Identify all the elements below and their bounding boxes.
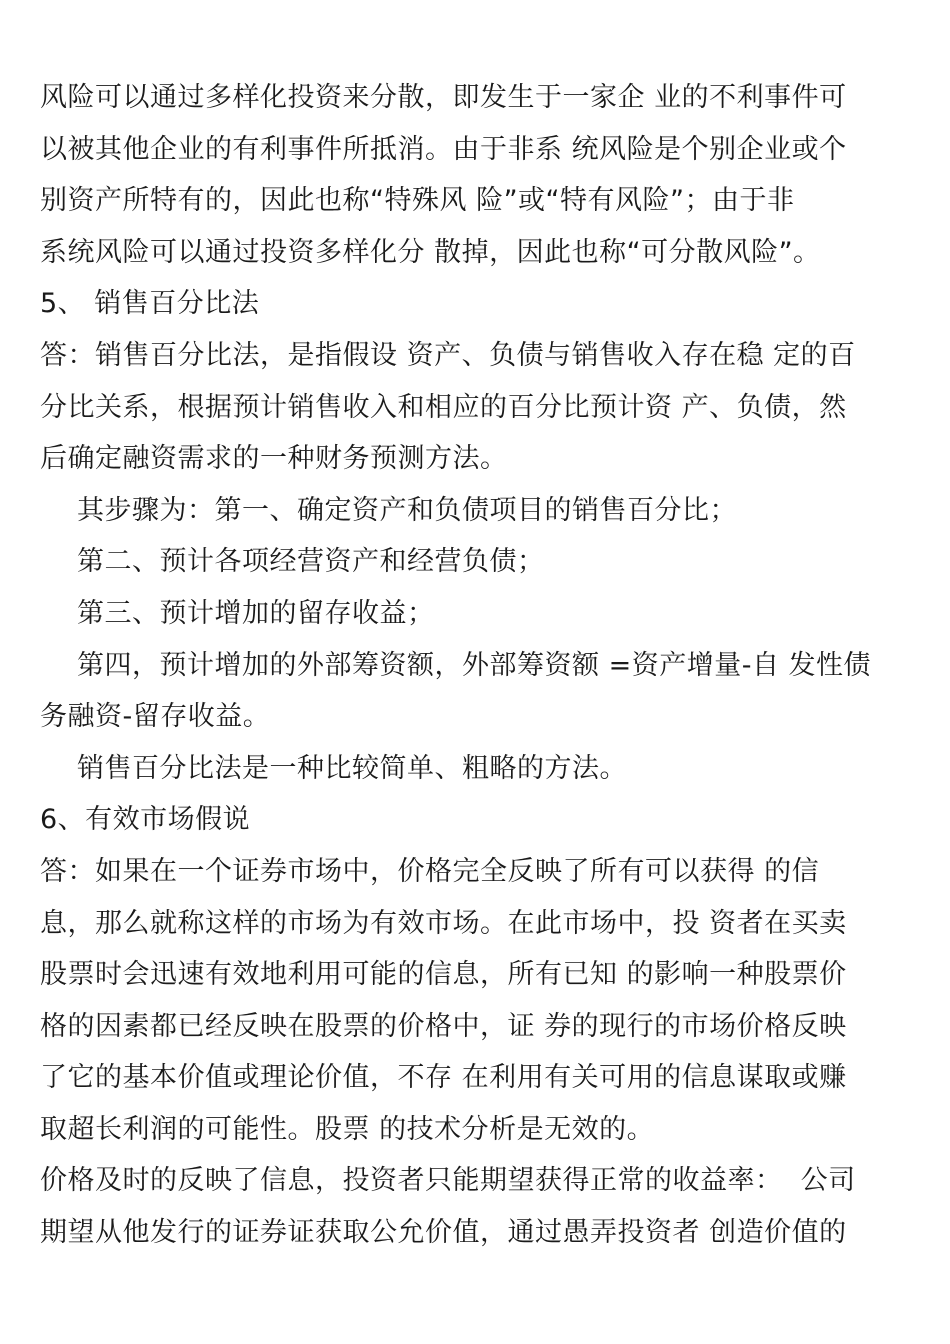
text-body — [40, 72, 920, 1259]
text-line: 答：销售百分比法，是指假设 资产、负债与销售收入存在稳 定的百 — [40, 339, 856, 371]
text-line: 股票时会迅速有效地利用可能的信息，所有已知 的影响一种股票价 — [40, 959, 847, 991]
text-line: 分比关系，根据预计销售收入和相应的百分比预计资 产、负债，然 — [40, 391, 847, 423]
text-line: 销售百分比法是一种比较简单、粗略的方法。 — [77, 752, 627, 784]
text-line: 取超长利润的可能性。股票 的技术分析是无效的。 — [40, 1113, 655, 1145]
text-line: 价格及时的反映了信息，投资者只能期望获得正常的收益率： 公司 — [40, 1165, 856, 1197]
text-line: 第三、预计增加的留存收益； — [77, 597, 435, 629]
section-heading: 5、 销售百分比法 — [40, 288, 260, 320]
text-line: 期望从他发行的证券证获取公允价值，通过愚弄投资者 创造价值的 — [40, 1217, 847, 1249]
text-line: 答：如果在一个证券市场中，价格完全反映了所有可以获得 的信 — [40, 855, 820, 887]
text-line: 系统风险可以通过投资多样化分 散掉，因此也称“可分散风险”。 — [40, 236, 821, 268]
section-heading: 6、有效市场假说 — [40, 804, 251, 836]
text-line: 第二、预计各项经营资产和经营负债； — [77, 546, 545, 578]
text-line: 后确定融资需求的一种财务预测方法。 — [40, 443, 508, 475]
text-line: 以被其他企业的有利事件所抵消。由于非系 统风险是个别企业或个 — [40, 133, 847, 165]
text-line: 别资产所特有的，因此也称“特殊风 险”或“特有风险”；由于非 — [40, 185, 795, 217]
text-line: 务融资-留存收益。 — [40, 701, 271, 733]
text-line: 第四，预计增加的外部筹资额，外部筹资额 =资产增量-自 发性债 — [77, 649, 872, 681]
text-line: 其步骤为：第一、确定资产和负债项目的销售百分比； — [77, 494, 737, 526]
text-line: 格的因素都已经反映在股票的价格中，证 券的现行的市场价格反映 — [40, 1010, 847, 1042]
text-line: 风险可以通过多样化投资来分散，即发生于一家企 业的不利事件可 — [40, 82, 847, 113]
text-line: 了它的基本价值或理论价值，不存 在利用有关可用的信息谋取或赚 — [40, 1062, 847, 1094]
text-line: 息，那么就称这样的市场为有效市场。在此市场中，投 资者在买卖 — [40, 907, 847, 939]
